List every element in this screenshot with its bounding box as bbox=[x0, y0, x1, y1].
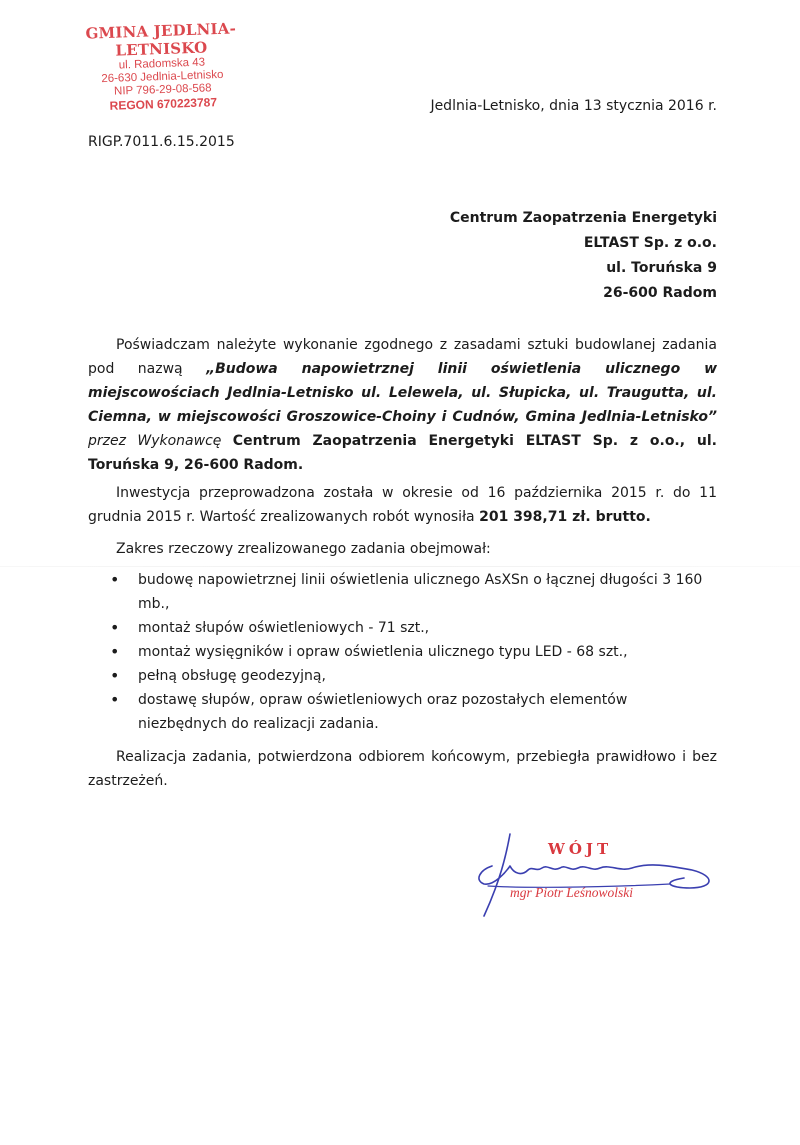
recipient-line-3: ul. Toruńska 9 bbox=[606, 260, 717, 276]
signature-role: WÓJT bbox=[548, 840, 613, 858]
list-item: • montaż słupów oświetleniowych - 71 szt., bbox=[110, 616, 717, 640]
list-item: • dostawę słupów, opraw oświetleniowych oraz pozostałych elementów niezbędnych do realizacji zadania. bbox=[110, 688, 717, 736]
recipient-line-4: 26-600 Radom bbox=[603, 285, 717, 301]
reference-number: RIGP.7011.6.15.2015 bbox=[88, 134, 235, 150]
paragraph-certification bbox=[88, 333, 717, 477]
stamp-title: GMINA JEDLNIA-LETNISKO bbox=[85, 19, 237, 60]
list-item: • pełną obsługę geodezyjną, bbox=[110, 664, 717, 688]
certification-intro: Poświadczam należyte wykonanie zgodnego z zasadami sztuki budowlanej zadania pod nazwą bbox=[88, 337, 717, 377]
list-item: • budowę napowietrznej linii oświetlenia ulicznego AsXSn o łącznej długości 3 160 mb., bbox=[110, 568, 717, 616]
investment-text: Inwestycja przeprowadzona została w okresie od 16 października 2015 r. do 11 grudnia 2015 r. Wartość zrealizowanych robót wynosiła bbox=[88, 485, 717, 525]
municipality-stamp bbox=[61, 19, 264, 115]
stamp-city: 26-630 Jedlnia-Letnisko bbox=[101, 68, 224, 86]
scope-heading-block bbox=[88, 537, 717, 561]
closing-text: Realizacja zadania, potwierdzona odbiorem końcowym, przebiegła prawidłowo i bez zastrzeżeń. bbox=[88, 749, 717, 789]
recipient-line-1: Centrum Zaopatrzenia Energetyki bbox=[449, 210, 717, 226]
stamp-nip: NIP 796-29-08-568 bbox=[113, 82, 212, 98]
paragraph-closing bbox=[88, 745, 717, 793]
paper-fold-line bbox=[0, 566, 800, 567]
contractor-name: Centrum Zaopatrzenia Energetyki ELTAST Sp. z o.o., ul. Toruńska 9, 26-600 Radom. bbox=[88, 433, 717, 473]
scope-list bbox=[110, 568, 717, 736]
scope-heading: Zakres rzeczowy zrealizowanego zadania obejmował: bbox=[116, 541, 491, 557]
paragraph-investment bbox=[88, 481, 717, 529]
recipient-line-2: ELTAST Sp. z o.o. bbox=[583, 235, 717, 251]
signature-block bbox=[470, 826, 730, 926]
investment-value: 201 398,71 zł. brutto. bbox=[479, 509, 651, 525]
stamp-street: ul. Radomska 43 bbox=[118, 56, 206, 72]
recipient-address bbox=[450, 206, 717, 306]
stamp-regon: REGON 670223787 bbox=[109, 95, 218, 113]
list-item: • montaż wysięgników i opraw oświetlenia ulicznego typu LED - 68 szt., bbox=[110, 640, 717, 664]
signature-name: mgr Piotr Leśnowolski bbox=[510, 885, 634, 900]
place-and-date: Jedlnia-Letnisko, dnia 13 stycznia 2016 r. bbox=[430, 98, 717, 114]
task-name: „Budowa napowietrznej linii oświetlenia ulicznego w miejscowościach Jedlnia-Letnisko ul. Lelewela, ul. Słupicka, ul. Traugutta, ul. Ciemna, w miejscowości Groszowice-Choiny i Cudnów, Gmina Jedlnia-Letnisko” bbox=[88, 361, 717, 425]
by-contractor-text: przez Wykonawcę bbox=[88, 433, 233, 449]
